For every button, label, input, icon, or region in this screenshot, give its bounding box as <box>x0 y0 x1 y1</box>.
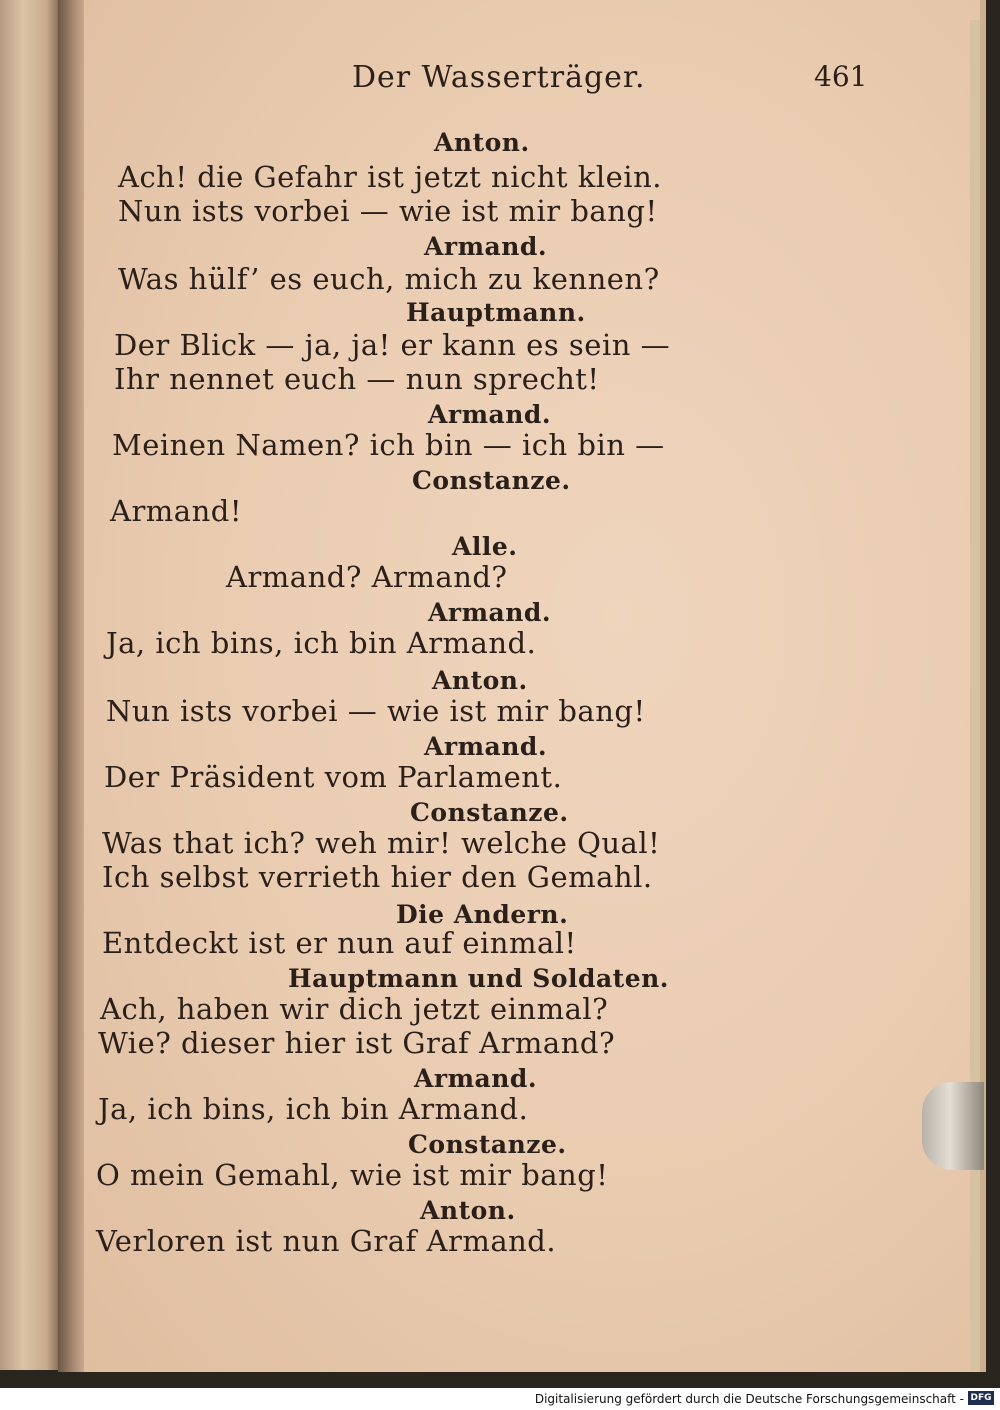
verse-line: Wie? dieser hier ist Graf Armand? <box>98 1026 616 1060</box>
verse-line: Armand? Armand? <box>226 560 508 594</box>
library-tab <box>922 1082 984 1170</box>
speaker-name: Hauptmann und Soldaten. <box>288 964 670 993</box>
verse-line: Was hülf’ es euch, mich zu kennen? <box>118 262 660 296</box>
verse-line: Ach! die Gefahr ist jetzt nicht klein. <box>118 160 662 194</box>
header-title: Der Wasserträger. <box>352 60 646 95</box>
speaker-name: Anton. <box>434 128 530 157</box>
digitization-footer <box>0 1388 1000 1410</box>
verse-line: Was that ich? weh mir! welche Qual! <box>102 826 661 860</box>
speaker-name: Anton. <box>420 1196 516 1225</box>
verse-line: Der Präsident vom Parlament. <box>104 760 563 794</box>
verse-line: Armand! <box>110 494 242 528</box>
speaker-name: Alle. <box>452 532 518 561</box>
speaker-name: Anton. <box>432 666 528 695</box>
verse-line: Ja, ich bins, ich bin Armand. <box>98 1092 529 1126</box>
verse-line: Der Blick — ja, ja! er kann es sein — <box>114 328 671 362</box>
speaker-name: Constanze. <box>412 466 571 495</box>
speaker-name: Armand. <box>424 232 548 261</box>
speaker-name: Armand. <box>428 598 552 627</box>
verse-line: Entdeckt ist er nun auf einmal! <box>102 926 577 960</box>
verse-line: Meinen Namen? ich bin — ich bin — <box>112 428 665 462</box>
verse-line: Nun ists vorbei — wie ist mir bang! <box>106 694 646 728</box>
page-number: 461 <box>814 60 868 93</box>
speaker-name: Hauptmann. <box>406 298 586 327</box>
funding-credit: Digitalisierung gefördert durch die Deutsche Forschungsgemeinschaft - <box>534 1392 964 1406</box>
verse-line: Nun ists vorbei — wie ist mir bang! <box>118 194 658 228</box>
left-page-edge <box>0 0 58 1370</box>
speaker-name: Armand. <box>424 732 548 761</box>
verse-line: Ja, ich bins, ich bin Armand. <box>106 626 537 660</box>
dfg-logo-icon: DFG <box>968 1391 994 1405</box>
speaker-name: Armand. <box>428 400 552 429</box>
running-header <box>84 60 980 100</box>
speaker-name: Armand. <box>414 1064 538 1093</box>
speaker-name: Constanze. <box>410 798 569 827</box>
speaker-name: Die Andern. <box>396 900 569 929</box>
speaker-name: Constanze. <box>408 1130 567 1159</box>
verse-line: Ihr nennet euch — nun sprecht! <box>114 362 600 396</box>
verse-line: Ach, haben wir dich jetzt einmal? <box>100 992 609 1026</box>
book-gutter <box>58 0 84 1372</box>
verse-line: Ich selbst verrieth hier den Gemahl. <box>102 860 653 894</box>
verse-line: Verloren ist nun Graf Armand. <box>96 1224 557 1258</box>
verse-line: O mein Gemahl, wie ist mir bang! <box>96 1158 609 1192</box>
